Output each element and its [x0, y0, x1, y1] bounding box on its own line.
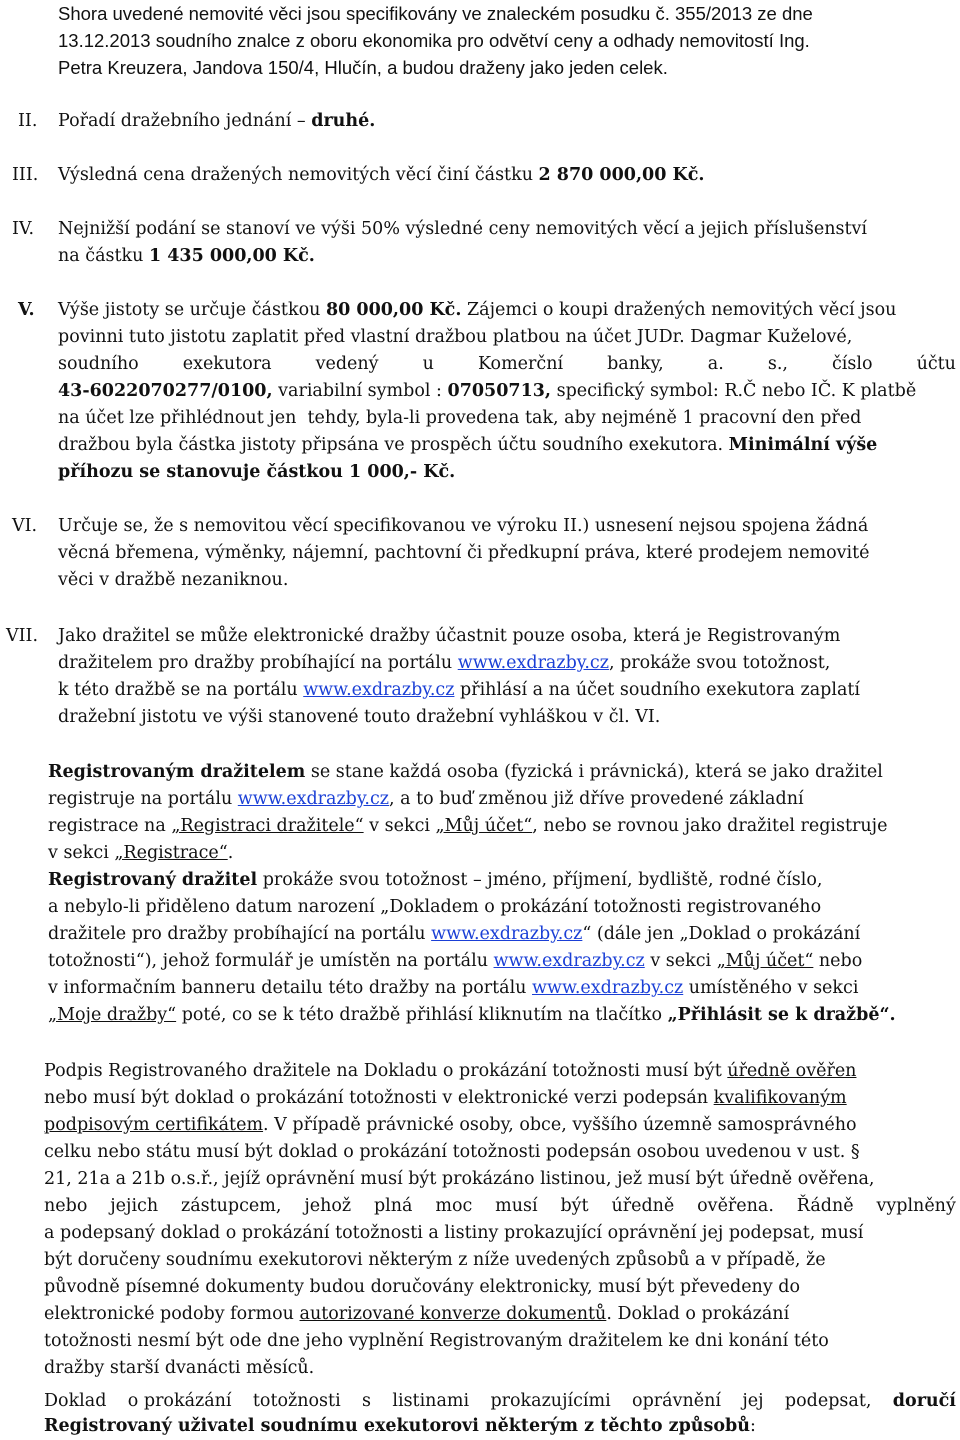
section-6-line-2: věcná břemena, výměnky, nájemní, pachtovní či předkupní práva, které prodejem nemovité [58, 543, 870, 563]
section-number: II. [18, 111, 38, 131]
registration-p2-line-6: „Moje dražby“ poté, co se k této dražbě přihlásí kliknutím na tlačítko „Přihlásit se k dražbě“. [48, 1005, 896, 1025]
signature-line-1: Podpis Registrovaného dražitele na Dokladu o prokázání totožnosti musí být úředně ověřen [44, 1061, 857, 1081]
exdrazby-link[interactable]: www.exdrazby.cz [493, 951, 645, 971]
moje-drazby-link[interactable]: „Moje dražby“ [48, 1005, 177, 1025]
registrace-link[interactable]: „Registrace“ [114, 843, 228, 863]
exdrazby-link[interactable]: www.exdrazby.cz [431, 924, 583, 944]
section-number: IV. [12, 219, 35, 239]
signature-line-3: podpisovým certifikátem. V případě právnické osoby, obce, vyššího územně samosprávného [44, 1115, 857, 1135]
section-4-line-1: Nejnižší podání se stanoví ve výši 50% výsledné ceny nemovitých věcí a jejich příslušenství [58, 219, 868, 239]
registration-line-3: registrace na „Registraci dražitele“ v sekci „Můj účet“, nebo se rovnou jako dražitel registruje [48, 816, 888, 836]
section-3-text: Výsledná cena dražených nemovitých věcí činí částku 2 870 000,00 Kč. [58, 165, 705, 185]
section-number: VII. [6, 626, 39, 646]
registrace-dražitele-link[interactable]: „Registraci dražitele“ [171, 816, 364, 836]
signature-line-8: být doručeny soudnímu exekutorovi některým z níže uvedených způsobů a v případě, že [44, 1250, 826, 1270]
registration-p2-line-5: v informačním banneru detailu této dražby na portálu www.exdrazby.cz umístěného v sekci [48, 978, 859, 998]
registration-p2-line-2: a nebylo-li přiděleno datum narození „Dokladem o prokázání totožnosti registrovaného [48, 897, 822, 917]
intro-line-1: Shora uvedené nemovité věci jsou specifikovány ve znaleckém posudku č. 355/2013 ze dne [58, 3, 813, 24]
section-5-line-5: na účet lze přihlédnout jen tehdy, byla-li provedena tak, aby nejméně 1 pracovní den před [58, 408, 862, 428]
registration-line-2: registruje na portálu www.exdrazby.cz, a to buď změnou již dříve provedené základní [48, 789, 804, 809]
delivery-line-2: Registrovaný uživatel soudnímu exekutorovi některým z těchto způsobů: [44, 1416, 756, 1436]
signature-line-11: totožnosti nesmí být ode dne jeho vyplnění Registrovaným dražitelem ke dni konání této [44, 1331, 829, 1351]
section-number: III. [12, 165, 39, 185]
section-number: V. [18, 300, 35, 320]
signature-line-12: dražby starší dvanácti měsíců. [44, 1358, 315, 1378]
section-5-line-1: Výše jistoty se určuje částkou 80 000,00 Kč. Zájemci o koupi dražených nemovitých věcí jsou [58, 300, 897, 320]
section-5-line-4: 43-6022070277/0100, variabilní symbol : 07050713, specifický symbol: R.Č nebo IČ. K platbě [58, 381, 917, 401]
exdrazby-link[interactable]: www.exdrazby.cz [303, 680, 455, 700]
exdrazby-link[interactable]: www.exdrazby.cz [237, 789, 390, 809]
section-7-line-3: k této dražbě se na portálu www.exdrazby.cz přihlásí a na účet soudního exekutora zaplatí [58, 680, 861, 700]
section-6-line-3: věci v dražbě nezaniknou. [58, 570, 289, 590]
registration-p2-line-1: Registrovaný dražitel prokáže svou totožnost – jméno, příjmení, bydliště, rodné číslo, [48, 870, 823, 890]
section-7-line-2: dražitelem pro dražby probíhající na portálu www.exdrazby.cz, prokáže svou totožnost, [58, 653, 831, 673]
intro-line-3: Petra Kreuzera, Jandova 150/4, Hlučín, a budou draženy jako jeden celek. [58, 57, 668, 78]
section-number: VI. [12, 516, 38, 536]
registration-line-4: v sekci „Registrace“. [48, 843, 234, 863]
registration-p2-line-3: dražitele pro dražby probíhající na portálu www.exdrazby.cz“ (dále jen „Doklad o prokázání [48, 924, 861, 944]
exdrazby-link[interactable]: www.exdrazby.cz [457, 653, 609, 673]
exdrazby-link[interactable]: www.exdrazby.cz [532, 978, 684, 998]
variable-symbol: 07050713, [447, 381, 552, 401]
section-5-line-2: povinni tuto jistotu zaplatit před vlastní dražbou platbou na účet JUDr. Dagmar Kuželové, [58, 327, 853, 347]
account-number: 43-6022070277/0100, [58, 381, 273, 401]
section-5-line-3: soudního exekutora vedený u Komerční banky, a. s., číslo účtu [58, 354, 956, 374]
delivery-line-1: Doklad o prokázání totožnosti s listinami prokazujícími oprávnění jej podepsat, doručí [44, 1391, 956, 1411]
section-5-line-6: dražbou byla částka jistoty připsána ve prospěch účtu soudního exekutora. Minimální výše [58, 435, 878, 455]
signature-line-10: elektronické podoby formou autorizované konverze dokumentů. Doklad o prokázání [44, 1304, 790, 1324]
section-7-line-1: Jako dražitel se může elektronické dražby účastnit pouze osoba, která je Registrovaným [58, 626, 841, 646]
signature-line-5: 21, 21a a 21b o.s.ř., jejíž oprávnění musí být prokázáno listinou, jež musí být úředně ověřena, [44, 1169, 875, 1189]
section-4-line-2: na částku 1 435 000,00 Kč. [58, 246, 315, 266]
signature-line-6: nebo jejich zástupcem, jehož plná moc musí být úředně ověřena. Řádně vyplněný [44, 1196, 956, 1216]
intro-line-2: 13.12.2013 soudního znalce z oboru ekonomika pro odvětví ceny a odhady nemovitostí Ing. [58, 30, 810, 51]
registration-line-1: Registrovaným dražitelem se stane každá osoba (fyzická i právnická), která se jako dražitel [48, 762, 883, 782]
signature-line-4: celku nebo státu musí být doklad o prokázání totožnosti podepsán osobou uvedenou v ust. § [44, 1142, 860, 1162]
prihlasit-se-button-label: „Přihlásit se k dražbě“. [667, 1005, 896, 1025]
signature-line-2: nebo musí být doklad o prokázání totožnosti v elektronické verzi podepsán kvalifikovaným [44, 1088, 847, 1108]
signature-line-7: a podepsaný doklad o prokázání totožnosti a listiny prokazující oprávnění jej podepsat, musí [44, 1223, 864, 1243]
muj-ucet-link[interactable]: „Můj účet“ [435, 816, 533, 836]
registration-p2-line-4: totožnosti“), jehož formulář je umístěn na portálu www.exdrazby.cz v sekci „Můj účet“ nebo [48, 951, 863, 971]
signature-line-9: původně písemné dokumenty budou doručovány elektronicky, musí být převedeny do [44, 1277, 801, 1297]
section-5-line-7: příhozu se stanovuje částkou 1 000,- Kč. [58, 462, 456, 482]
muj-ucet-link[interactable]: „Můj účet“ [716, 951, 814, 971]
section-7-line-4: dražební jistotu ve výši stanovené touto dražební vyhláškou v čl. VI. [58, 707, 661, 727]
section-2-text: Pořadí dražebního jednání – druhé. [58, 111, 376, 131]
section-6-line-1: Určuje se, že s nemovitou věcí specifikovanou ve výroku II.) usnesení nejsou spojena žádná [58, 516, 869, 536]
